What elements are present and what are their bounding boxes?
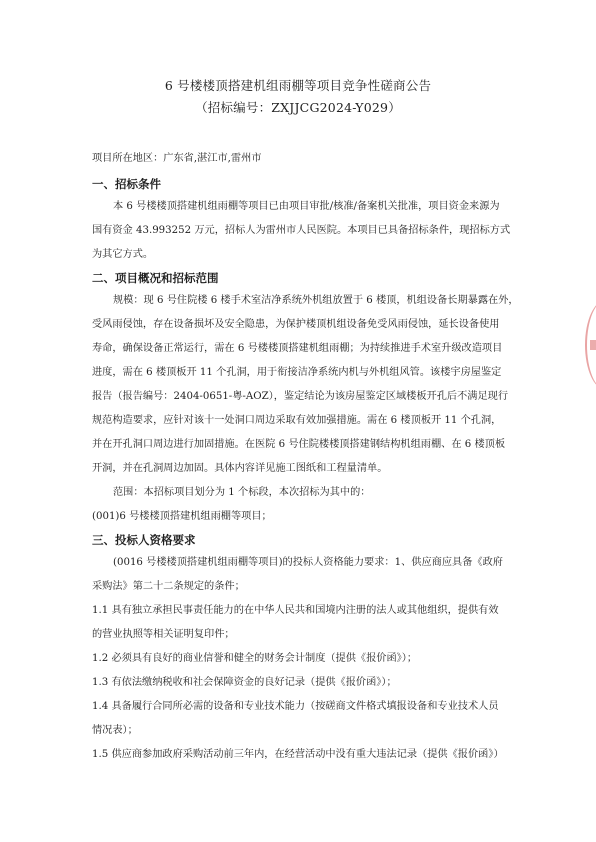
section-heading-3: 三、投标人资格要求	[92, 533, 196, 547]
section-2-line: 规范构造要求，应针对该十一处洞口周边采取有效加强措施。需在 6 楼顶板开 11 个孔洞，	[92, 415, 502, 426]
section-heading-2: 二、项目概况和招标范围	[92, 271, 219, 285]
qualification-item: 1.2 必须具有良好的商业信誉和健全的财务会计制度（提供《报价函》）；	[92, 653, 418, 664]
section-2-line: 开洞，并在孔洞周边加固。具体内容详见施工图纸和工程量清单。	[92, 463, 388, 474]
section-2-line: 寿命，确保设备正常运行，需在 6 号楼楼顶搭建机组雨棚；为持续推进手术室升级改造项目	[92, 343, 503, 354]
qualification-item: 1.5 供应商参加政府采购活动前三年内，在经营活动中没有重大违法记录（提供《报价函》）	[92, 749, 504, 760]
section-2-line: 报告（报告编号：2404-0651-粤-AOZ），鉴定结论为该房屋鉴定区域楼板开孔后不满足现行	[92, 391, 509, 402]
qualification-item: 的营业执照等相关证明复印件；	[92, 629, 235, 640]
tender-code: （招标编号：ZXJJCG2024-Y029）	[195, 100, 401, 115]
lot-text: (001)6 号楼楼顶搭建机组雨棚等项目；	[92, 511, 272, 522]
section-1-line: 本 6 号楼楼顶搭建机组雨棚等项目已由项目审批/核准/备案机关批准，项目资金来源为	[113, 201, 500, 212]
section-2-line: 受风雨侵蚀，存在设备损坏及安全隐患，为保护楼顶机组设备免受风雨侵蚀，延长设备使用	[92, 319, 500, 330]
section-3-intro: 采购法》第二十二条规定的条件；	[92, 581, 245, 592]
qualification-item: 1.3 有依法缴纳税收和社会保障资金的良好记录（提供《报价函》）；	[92, 677, 397, 688]
qualification-item: 1.4 具备履行合同所必需的设备和专业技术能力（按磋商文件格式填报设备和专业技术人员	[92, 701, 499, 712]
section-heading-1: 一、招标条件	[92, 177, 161, 191]
section-2-line: 进度，需在 6 楼顶板开 11 个孔洞，用于衔接洁净系统内机与外机组风管。该楼宇房屋鉴定	[92, 367, 502, 378]
section-2-line: 规模：现 6 号住院楼 6 楼手术室洁净系统外机组放置于 6 楼顶，机组设备长期暴露在外，	[113, 295, 519, 306]
section-1-line: 为其它方式。	[92, 249, 154, 260]
project-region: 项目所在地区：广东省,湛江市,雷州市	[92, 153, 262, 164]
section-1-line: 国有资金 43.993252 万元，招标人为雷州市人民医院。本项目已具备招标条件，现招标方式	[92, 225, 511, 236]
seal-mark	[590, 340, 596, 350]
qualification-item: 情况表）；	[92, 725, 138, 736]
qualification-item: 1.1 具有独立承担民事责任能力的在中华人民共和国境内注册的法人或其他组织，提供有效	[92, 605, 499, 616]
scope-text: 范围：本招标项目划分为 1 个标段，本次招标为其中的：	[113, 487, 371, 498]
section-2-line: 并在开孔洞口周边进行加固措施。在医院 6 号住院楼楼顶搭建钢结构机组雨棚、在 6 楼顶板	[92, 439, 506, 450]
section-3-intro: (0016 号楼楼顶搭建机组雨棚等项目)的投标人资格能力要求：1、供应商应具备《政府	[113, 557, 503, 568]
document-title: 6 号楼楼顶搭建机组雨棚等项目竞争性磋商公告	[164, 78, 432, 93]
